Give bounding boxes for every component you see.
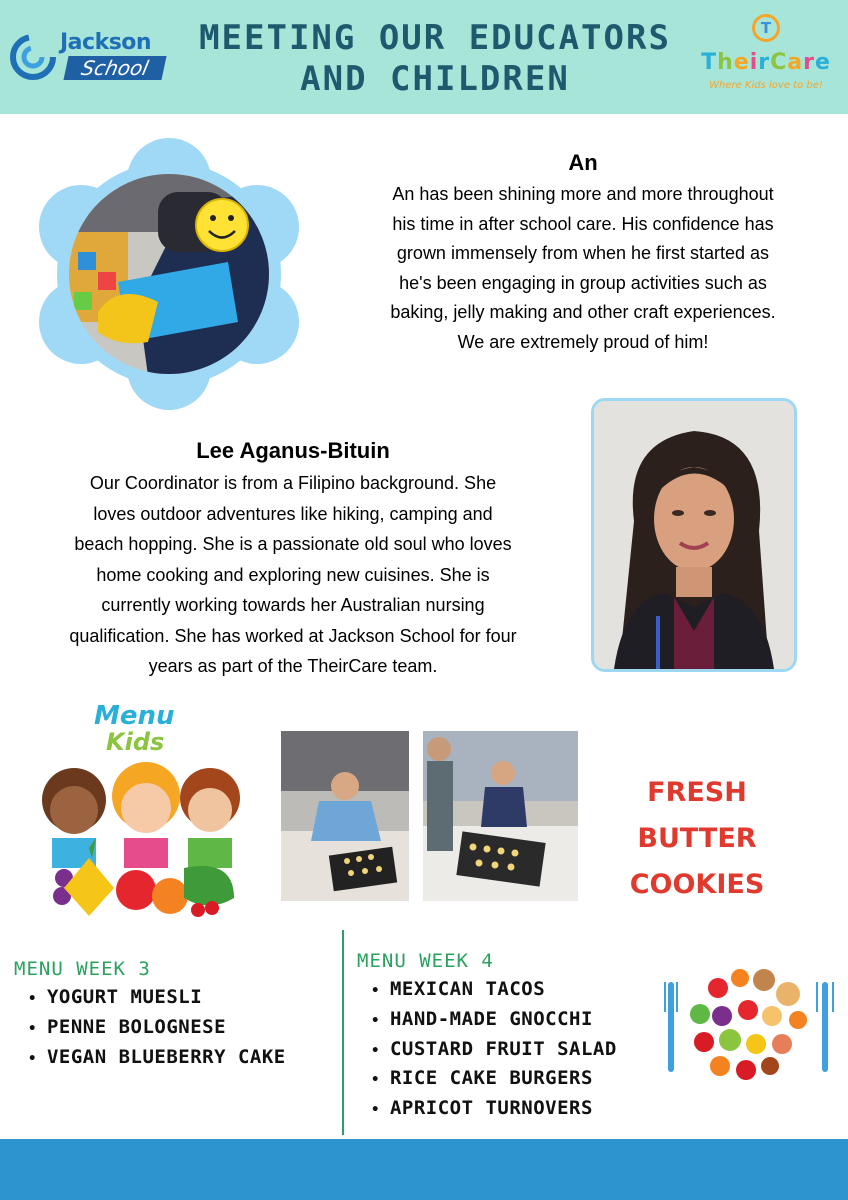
list-item: • CUSTARD FRUIT SALAD [371, 1036, 657, 1066]
lee-portrait [594, 401, 794, 669]
an-line: An has been shining more and more throughout [392, 184, 774, 204]
theircare-name [700, 50, 832, 75]
lee-line: years as part of the TheirCare team. [148, 656, 438, 676]
an-description [352, 180, 814, 357]
an-line: grown immensely from when he first started as [396, 243, 770, 263]
an-line: his time in after school care. His confidence has [392, 213, 774, 234]
list-item: • VEGAN BLUEBERRY CAKE [28, 1044, 334, 1074]
title-line-1: MEETING OUR EDUCATORS [199, 18, 671, 58]
footer-bar [0, 1139, 848, 1200]
menu-week-3 [14, 958, 334, 1073]
logo-word-jackson: Jackson [60, 30, 152, 55]
theircare-tagline: Where Kids love to be! [709, 80, 823, 91]
lee-line: Our Coordinator is from a Filipino background. She [89, 473, 497, 493]
an-profile [352, 148, 814, 357]
smiley-icon [196, 199, 248, 251]
menu-kids-word-1: Menu [94, 701, 175, 731]
cookies-heading-line-2: COOKIES [629, 869, 765, 900]
an-line: We are extremely proud of him! [457, 331, 709, 352]
menu-week-4-list [357, 976, 657, 1125]
list-item: • APRICOT TURNOVERS [371, 1095, 657, 1125]
list-item: • RICE CAKE BURGERS [371, 1065, 657, 1095]
list-item: • HAND-MADE GNOCCHI [371, 1006, 657, 1036]
logo-word-school: School [63, 56, 166, 80]
lee-name-heading: Lee Aganus-Bituin [196, 438, 390, 463]
page-title [180, 18, 690, 100]
theircare-logo [700, 14, 832, 104]
theircare-name-text: TheirCare [701, 50, 831, 75]
an-name-heading: An [568, 150, 598, 175]
lee-line: beach hopping. She is a passionate old soul who loves [74, 534, 512, 554]
list-item: • MEXICAN TACOS [371, 976, 657, 1006]
menu-kids-illustration [34, 698, 244, 920]
cookies-heading [592, 770, 802, 908]
lee-line: home cooking and exploring new cuisines. She is [96, 564, 490, 585]
fork-knife-food-icon [660, 958, 836, 1096]
lee-line: qualification. She has worked at Jackson School for four [69, 625, 517, 646]
an-line: he's been engaging in group activities such as [399, 272, 767, 293]
lee-photo [591, 398, 797, 672]
list-item: • PENNE BOLOGNESE [28, 1014, 334, 1044]
menu-week-3-title: MENU WEEK 3 [14, 958, 151, 980]
cookies-heading-line-1: FRESH BUTTER [637, 777, 757, 854]
menu-divider [342, 930, 344, 1135]
list-item: • YOGURT MUESLI [28, 984, 334, 1014]
lee-profile [28, 436, 558, 682]
cookie-baking-photo-1 [281, 731, 409, 901]
lee-line: loves outdoor adventures like hiking, camping and [93, 503, 493, 524]
an-line: baking, jelly making and other craft experiences. [390, 302, 776, 322]
menu-kids-word-2: Kids [106, 728, 165, 756]
an-photo [38, 132, 300, 420]
theircare-mark-icon: T [752, 14, 780, 42]
lee-line: currently working towards her Australian nursing [101, 595, 485, 615]
menu-week-4-title: MENU WEEK 4 [357, 950, 494, 972]
swirl-icon [10, 34, 56, 80]
title-line-2: AND CHILDREN [300, 59, 570, 99]
header-banner [0, 0, 848, 114]
kids-fruit-icon [34, 698, 244, 920]
menu-week-3-list [14, 984, 334, 1073]
lee-description [28, 468, 558, 682]
cookie-baking-photo-2 [423, 731, 578, 901]
jackson-school-logo [10, 28, 160, 84]
menu-week-4 [357, 950, 657, 1125]
